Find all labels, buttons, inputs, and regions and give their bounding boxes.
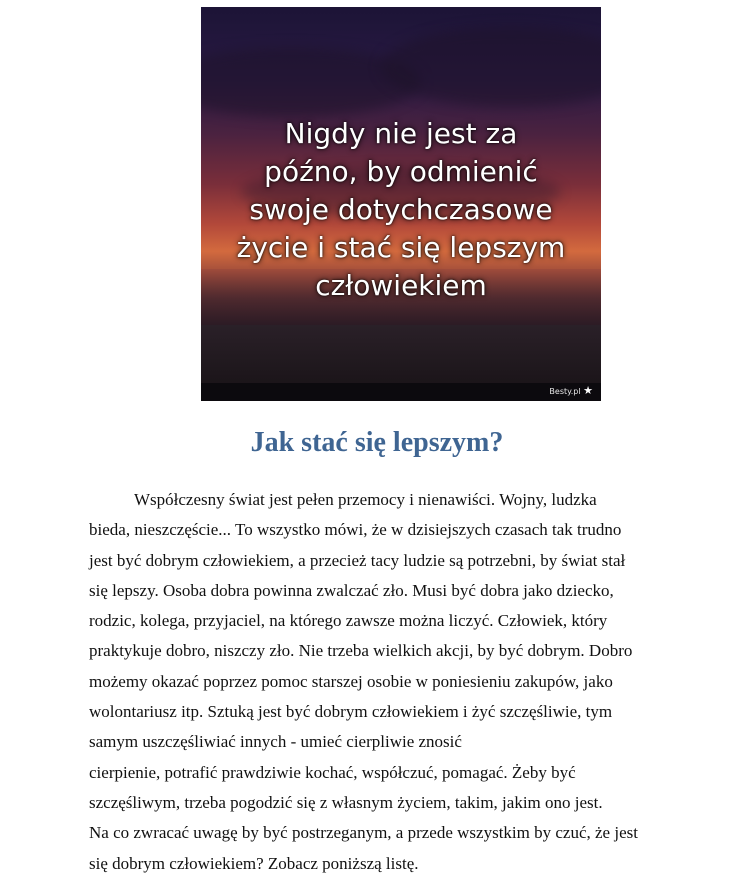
paragraph-line: szczęśliwym, trzeba pogodzić się z własnym życiem, takim, jakim ono jest. bbox=[89, 792, 603, 812]
paragraph-line: rodzic, kolega, przyjaciel, na którego zawsze można liczyć. Człowiek, który bbox=[89, 611, 608, 631]
quote-text bbox=[201, 115, 601, 305]
image-footer-bar bbox=[201, 383, 601, 401]
quote-line: życie i stać się lepszym bbox=[236, 231, 566, 264]
paragraph-line: samym uszczęśliwiać innych - umieć cierpliwie znosić bbox=[89, 732, 462, 752]
quote-line: Nigdy nie jest za bbox=[284, 117, 518, 150]
beach bbox=[201, 325, 601, 389]
brand-logo bbox=[549, 385, 593, 398]
page-title: Jak stać się lepszym? bbox=[250, 427, 504, 458]
brand-label: Besty.pl bbox=[549, 387, 581, 396]
quote-line: człowiekiem bbox=[315, 269, 487, 302]
quote-line: późno, by odmienić bbox=[264, 155, 538, 188]
paragraph-line: się lepszy. Osoba dobra powinna zwalczać zło. Musi być dobra jako dziecko, bbox=[89, 580, 614, 600]
paragraph-line: Na co zwracać uwagę by być postrzeganym, a przede wszystkim by czuć, że jest bbox=[89, 823, 638, 843]
paragraph-line: wolontariusz itp. Sztuką jest być dobrym człowiekiem i żyć szczęśliwie, tym bbox=[89, 702, 613, 722]
paragraph-line: cierpienie, potrafić prawdziwie kochać, współczuć, pomagać. Żeby być bbox=[89, 762, 576, 782]
sunset-quote-image bbox=[201, 7, 601, 401]
paragraph-line: się dobrym człowiekiem? Zobacz poniższą listę. bbox=[89, 853, 419, 873]
star-icon: ★ bbox=[583, 384, 593, 397]
paragraph-line: bieda, nieszczęście... To wszystko mówi, że w dzisiejszych czasach tak trudno bbox=[89, 520, 622, 540]
paragraph-line: jest być dobrym człowiekiem, a przecież tacy ludzie są potrzebni, by świat stał bbox=[89, 550, 626, 570]
paragraph-line: praktykuje dobro, niszczy zło. Nie trzeba wielkich akcji, by być dobrym. Dobro bbox=[89, 641, 633, 661]
quote-line: swoje dotychczasowe bbox=[249, 193, 553, 226]
paragraph-line: Współczesny świat jest pełen przemocy i nienawiści. Wojny, ludzka bbox=[134, 490, 597, 509]
article-paragraph bbox=[89, 485, 709, 879]
paragraph-line: możemy okazać poprzez pomoc starszej osobie w poniesieniu zakupów, jako bbox=[89, 671, 613, 691]
